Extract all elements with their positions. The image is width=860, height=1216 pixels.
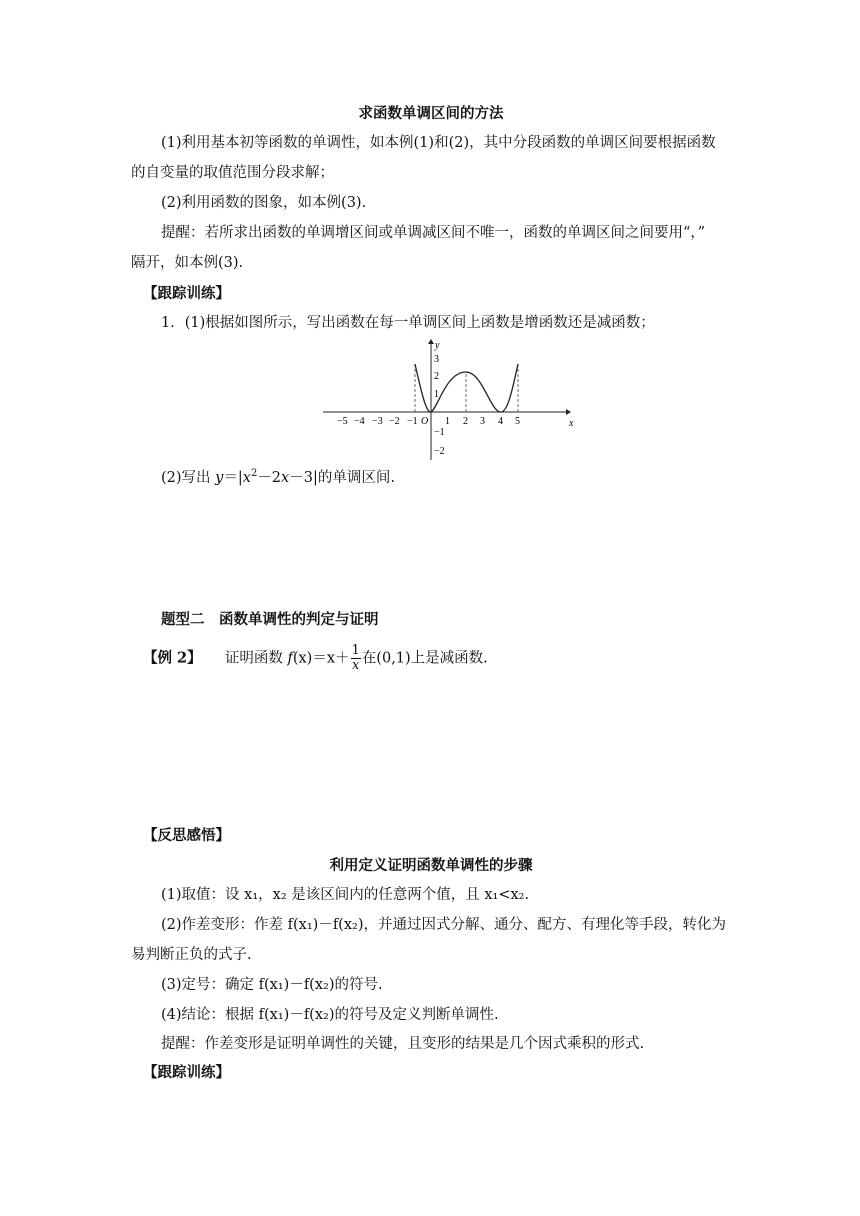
y-tick: 3 bbox=[434, 354, 439, 365]
step-4: (4)结论：根据 f(x₁)－f(x₂)的符号及定义判断单调性. bbox=[161, 1007, 499, 1023]
x-tick: −2 bbox=[389, 416, 400, 427]
y-tick: −1 bbox=[434, 427, 445, 438]
method-title: 求函数单调区间的方法 bbox=[358, 105, 504, 122]
x-tick: 4 bbox=[498, 416, 503, 427]
x-tick: 1 bbox=[445, 416, 450, 427]
example-2-post: 在(0,1)上是减函数. bbox=[361, 650, 488, 667]
q2-mid: －2 bbox=[257, 470, 282, 486]
training-heading-2: 【跟踪训练】 bbox=[143, 1064, 230, 1081]
x-axis-label: x bbox=[569, 418, 574, 429]
method-paragraph-2: (2)利用函数的图象，如本例(3). bbox=[161, 195, 367, 211]
origin-label: O bbox=[421, 416, 429, 427]
example-2-fraction bbox=[351, 644, 361, 673]
q2-eq: ＝| bbox=[223, 470, 243, 486]
function-graph bbox=[320, 338, 574, 463]
example-2-f: f bbox=[287, 650, 293, 667]
x-tick: 2 bbox=[463, 416, 468, 427]
question-1-part-1: 1．(1)根据如图所示，写出函数在每一单调区间上函数是增函数还是减函数； bbox=[161, 315, 655, 331]
q2-x: x bbox=[242, 470, 251, 486]
method-paragraph-1-line-1: (1)利用基本初等函数的单调性，如本例(1)和(2)，其中分段函数的单调区间要根据函数 bbox=[161, 135, 716, 151]
reflection-tip: 提醒：作差变形是证明单调性的关键，且变形的结果是几个因式乘积的形式. bbox=[161, 1036, 645, 1052]
x-tick: −5 bbox=[337, 416, 348, 427]
reflection-heading: 【反思感悟】 bbox=[143, 827, 230, 844]
y-tick: 1 bbox=[434, 389, 439, 400]
example-2-label: 【例 2】 bbox=[143, 649, 202, 667]
method-paragraph-1-line-2: 的自变量的取值范围分段求解； bbox=[131, 165, 334, 181]
q2-suffix: －3|的单调区间. bbox=[289, 470, 395, 486]
x-tick: −1 bbox=[407, 416, 418, 427]
x-tick: 5 bbox=[515, 416, 520, 427]
question-1-part-2 bbox=[161, 468, 761, 488]
function-curve bbox=[415, 364, 518, 412]
step-1: (1)取值：设 x₁，x₂ 是该区间内的任意两个值，且 x₁<x₂. bbox=[161, 887, 530, 903]
y-tick: −2 bbox=[434, 446, 445, 457]
example-2-eq: ＝x＋ bbox=[312, 650, 350, 667]
x-axis-arrow-icon bbox=[566, 409, 571, 415]
reflection-title: 利用定义证明函数单调性的步骤 bbox=[329, 857, 533, 874]
y-axis-arrow-icon bbox=[428, 339, 434, 344]
q2-x2: x bbox=[281, 470, 290, 486]
training-heading-1: 【跟踪训练】 bbox=[143, 285, 230, 302]
type-2-heading: 题型二 函数单调性的判定与证明 bbox=[161, 611, 379, 628]
fraction-denominator: x bbox=[352, 658, 360, 673]
example-2-pre: 证明函数 bbox=[224, 650, 288, 667]
fraction-numerator: 1 bbox=[351, 643, 360, 658]
x-tick: 3 bbox=[480, 416, 485, 427]
q2-prefix: (2)写出 bbox=[161, 470, 216, 486]
y-tick: 2 bbox=[434, 371, 439, 382]
y-axis-label: y bbox=[435, 340, 440, 351]
step-2-line-2: 易判断正负的式子. bbox=[131, 947, 252, 963]
example-2 bbox=[143, 644, 743, 673]
q2-y: y bbox=[215, 470, 224, 486]
x-tick: −3 bbox=[372, 416, 383, 427]
tip-line-1: 提醒：若所求出函数的单调增区间或单调减区间不唯一，函数的单调区间之间要用“，” bbox=[161, 225, 706, 241]
q2-sup: 2 bbox=[250, 468, 258, 479]
step-2-line-1: (2)作差变形：作差 f(x₁)－f(x₂)，并通过因式分解、通分、配方、有理化等手段，转化为 bbox=[161, 917, 726, 933]
x-tick: −4 bbox=[354, 416, 365, 427]
step-3: (3)定号：确定 f(x₁)－f(x₂)的符号. bbox=[161, 977, 383, 993]
tip-line-2: 隔开，如本例(3). bbox=[131, 255, 244, 271]
example-2-arg: (x) bbox=[292, 650, 313, 667]
